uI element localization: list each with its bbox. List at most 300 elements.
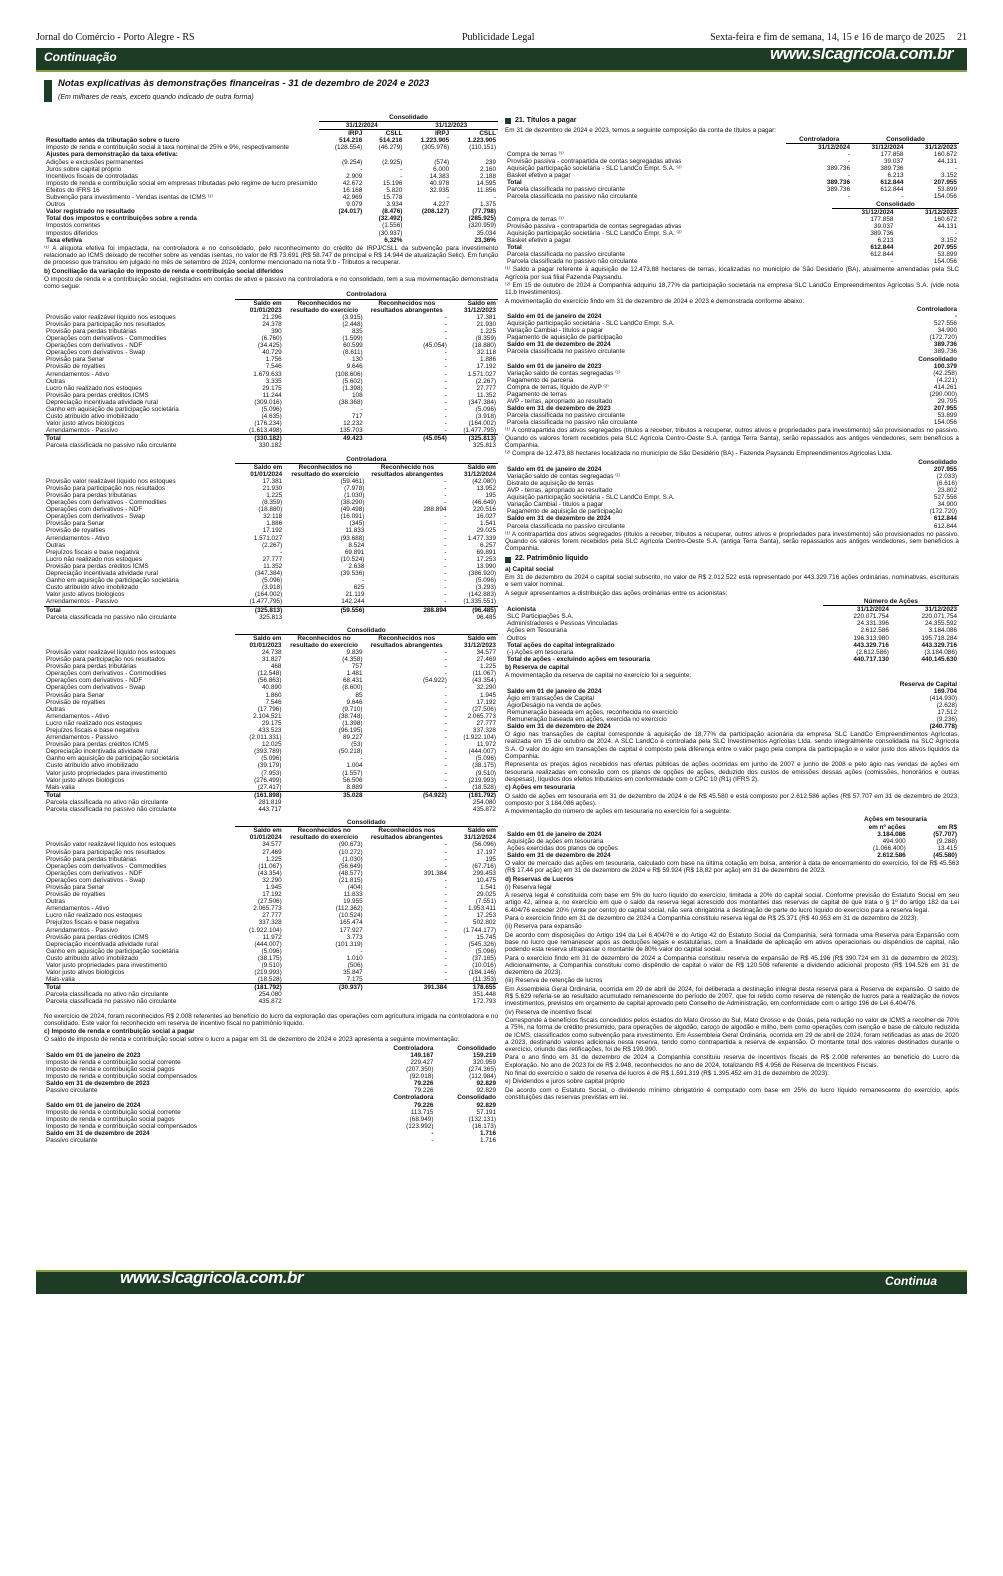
row-value: (53) [351,741,363,749]
row-value: 21.296 [262,313,282,321]
row-value: - [444,555,447,563]
row-label: Provisão para perdas créditos ICMS [46,933,149,941]
titles-table-1 [505,136,959,201]
row-value: 40.890 [261,684,282,692]
row-value [404,237,451,244]
row-value: (7.551) [475,898,496,906]
row-label: Basket efetivo a pagar [507,172,571,180]
row-value: 17.197 [476,848,496,856]
table-row [44,927,498,934]
row-value: 1.223.905 [467,137,496,145]
row-value: 1.225 [480,663,496,671]
table-row [44,891,498,898]
row-value: 1.010 [346,954,363,962]
row-value: 108 [352,391,363,399]
dividends-text: De acordo com o Estatuto Social, o dividendo mínimo obrigatório é computado com base em 25% do lucro líquido remanescente do exercício, após constituições das reservas previstas em lei. [505,1086,959,1101]
row-label: Arrendamentos - Ativo [46,534,110,542]
table-row [44,527,498,534]
row-label: Provisão para participação nos resultados [46,656,166,664]
deferred-group: Controladora [235,291,498,299]
row-label: Valor justo ativos biológicos [46,969,125,977]
tp-col: Controladora [393,1044,434,1052]
row-value: - [444,584,447,592]
row-label: Operações com derivativos - Swap [46,349,146,357]
row-value: 1.860 [265,691,282,699]
row-label: AVP - terras, apropriado ao resultado [507,487,613,495]
table-row [44,513,498,520]
tax-rate-table [44,114,498,244]
row-value: (172.720) [929,334,957,342]
t1-group: Consolidado [852,136,959,144]
row-value: - [444,663,447,671]
sh-date: 31/12/2023 [925,606,957,614]
row-value: - [954,312,957,320]
table-row [44,385,498,392]
row-label: Saldo em 01 de janeiro de 2024 [507,465,602,473]
row-value: 288.894 [423,506,447,514]
deferred-col: Reconhecidos nos resultados abrangentes [370,827,443,842]
row-value: (325.813) [449,435,498,443]
row-value: 27.469 [476,656,496,664]
row-value: 612.844 [933,515,957,523]
row-value: 389.736 [826,179,851,187]
row-value: 502.802 [472,919,496,927]
row-value: 7.546 [265,698,282,706]
page-number: 21 [957,32,967,43]
row-value: (9.510) [261,962,282,969]
row-value: (176.234) [254,420,282,428]
table-row [44,1087,498,1094]
row-value: 207.955 [933,179,957,187]
row-value: 514.216 [339,137,363,145]
row-value: 7.175 [346,976,363,984]
row-value: - [444,976,447,984]
row-value: - [444,933,447,941]
row-label: Provisão de royalties [46,698,106,706]
row-value: 2.160 [480,165,496,173]
row-value: (38.175) [257,954,282,962]
table-row [505,838,959,845]
row-label: Total [44,984,235,992]
row-value: 612.844 [933,522,957,530]
row-value: 34.900 [937,501,957,509]
table-row [505,419,959,426]
row-value: 27.777 [476,719,496,727]
table-row [505,384,959,391]
row-value [404,230,451,237]
deferred-col: Saldo em 01/01/2024 [249,827,282,842]
row-value: 159.219 [472,1051,496,1059]
row-value: - [444,670,447,678]
row-value: 288.894 [366,606,448,614]
row-value: - [444,513,447,521]
row-value: 717 [352,413,363,421]
row-value: (59.461) [340,477,365,485]
row-label: Lucro não realizado nos estoques [46,384,142,392]
table-row [505,494,959,501]
table-row [44,349,498,356]
row-value: 2.612.586 [877,851,906,859]
row-value: 9.079 [346,201,363,209]
row-value: 40.978 [429,179,450,187]
row-label: Prejuízos fiscais e base negativa [46,727,140,734]
row-value: - [444,413,447,421]
row-value: 27.469 [262,848,282,856]
row-label: Parcela classificada no passivo não circulante [46,806,177,814]
row-label: AVP - terras, apropriado ao resultado [507,398,613,406]
company-url: www.slcagricola.com.br [120,1268,303,1287]
row-label: Imposto de renda e contribuição social pagos [46,1066,175,1074]
row-value: 11.833 [345,527,365,535]
row-value: 6,32% [384,236,403,244]
row-label: Impostos diferidos [46,229,98,237]
row-label: Ganho em aquisição de participação societária [46,755,179,763]
row-label: Imposto de renda e contribuição social compensados [46,1073,197,1081]
row-label: Outras [46,541,66,549]
row-value: 10.475 [476,876,496,884]
row-value: 1.225 [266,492,283,499]
row-value: (42.080) [472,477,496,485]
note21-fn2: ⁽²⁾ Em 15 de outubro de 2024 a Companhia adquiriu 18,77% da participação societária na empresa SLC LandCo Empreendimentos Agrícolas S.A. (vide nota 11.b Investimentos). [505,281,959,297]
row-label: Ganho em aquisição de participação societária [46,577,179,585]
row-value: 177.927 [339,926,363,934]
row-label: Ágio em transações de Capital [507,694,595,702]
row-value: 1.679.633 [253,370,282,378]
row-value: (132.131) [468,1115,496,1123]
row-value: 6.213 [887,172,904,180]
row-value: (325.813) [235,606,285,614]
row-value: - [493,194,496,202]
row-label: Imposto de renda e contribuição social corrente [46,1108,181,1116]
row-value: 612.844 [880,179,904,187]
row-value: (10.524) [338,912,363,920]
row-value: (101.319) [335,940,363,948]
row-value: 254.080 [258,991,282,999]
row-value: (30.937) [284,984,365,992]
capital-text2: A seguir apresentamos a distribuição das ações ordinárias entre os acionistas: [505,589,728,597]
row-label: Saldo em 31 de dezembro de 2024 [46,1129,150,1137]
row-value: 494.900 [882,837,906,845]
row-value: (276.499) [254,776,282,784]
row-value [404,222,451,229]
row-value: - [444,698,447,706]
table-row [44,420,498,427]
row-value: (1.922.104) [463,734,496,742]
row-label: Total [44,791,235,799]
table-row [44,1130,498,1137]
table-row [44,321,498,328]
row-value: 1.716 [480,1129,496,1137]
row-label: Pagamento de aquisição de participação [507,334,623,342]
table-row [44,1137,498,1144]
table-row [44,755,498,762]
row-value: - [444,534,447,542]
row-value: (10.016) [472,962,496,969]
row-label: Total ações do capital integralizado [507,641,615,649]
row-label: SLC Participações S.A. [507,613,574,621]
treasury-market-text: O valor de mercado das ações em tesouraria, calculado com base na última cotação em bolsa, anterior à data de encerramento do exercício, foi de R$ 45.563 (R$ 17,44 por ação) em 31 de dezembro de 2024 e R$ 59.924 (R$ 18,82 por ação) em 31 de dezembro de 2023. [505,860,959,875]
row-label: Provisão valor realizável líquido nos estoques [46,648,176,656]
row-value: 21.119 [345,591,365,599]
table-row [505,334,959,341]
row-value: (50.218) [338,748,363,756]
section-b-title: b) Conciliação da variação do imposto de renda e contribuição social diferidos [44,267,284,275]
table-row [44,151,498,158]
table-row [44,799,498,806]
row-value: (3.184.086) [924,648,957,656]
row-value: 443.717 [258,806,282,814]
row-value: 8.524 [348,541,365,549]
row-value: 142.244 [341,598,365,606]
row-value: 7.546 [265,363,282,371]
row-label: Saldo em 31 de dezembro de 2023 [46,1080,150,1088]
row-value: 29.025 [476,891,496,899]
row-value: 440.717.130 [853,655,889,663]
capital-reserve-p2: Representa os preços ágios recebidos nas ofertas públicas de ações ocorridas em junho de 2007 e junho de 2008 e pelo ágio nas vendas de ações em tesouraria realizadas em conexão com os planos de opções de ações, deduzido dos custos de emissões dessas ações (comissões, honorários e outras despesas), líquidos dos efeitos tributários em conformidade com o CPC 10 (R1) (IFRS 2). [505,761,959,783]
deferred-tax-table [44,627,498,813]
row-value: (7.978) [344,484,365,492]
row-value: (1.030) [342,855,363,863]
row-value: 172.793 [472,998,496,1006]
row-value: - [444,940,447,948]
row-value: (45.054) [423,342,447,350]
deferred-col: Reconhecidos nos resultados abrangentes [370,299,443,314]
row-value: - [444,691,447,699]
incentive-reserve-text: Corresponde à benefícios fiscais concedidos pelos estados do Mato Grosso do Sul, Mato Grosso e de Goiás, pela redução no valor de ICMS a recolher de 70% a 75%, na forma de crédito presumido, para operações de algodão, caroço de algodão e milho, bem como operações com isenção e base de cálculo reduzida de ICMS, classificados como subvenção para investimento. Em Assembleia Geral Ordinária, ocorrida em 29 de abril de 2024, foram retificadas as atas de 2020 a 2023, destinando valores adicionais nesta reserva, tendo como contrapartida a reserva de expansão. O montante total dos valores destinados durante o exercício, oriundo das retificações, foi de R$ 199.990. [505,1016,959,1054]
row-value: (9.288) [936,837,957,845]
row-value: (92.018) [409,1073,434,1081]
table-row [44,1116,498,1123]
row-value: 39.037 [883,157,904,165]
row-value: 8.889 [346,783,363,791]
row-value: (5.096) [261,755,282,763]
row-value: (39.179) [257,762,282,770]
table-row [505,695,959,702]
table-row [505,473,959,480]
row-value: 1.571.027 [467,370,496,378]
table-row [44,984,498,992]
row-value: 160.672 [933,215,957,223]
row-value: - [360,165,363,173]
row-value: 207.955 [933,465,957,473]
row-value: 135.703 [339,427,363,435]
table-row [505,179,959,186]
row-value [284,614,366,621]
row-value: (7.953) [261,769,282,777]
row-value: - [360,405,363,413]
row-value: 835 [352,327,363,335]
row-value: (48.577) [338,869,363,877]
row-value: - [891,258,894,266]
section-c-text: O saldo de imposto de renda e contribuição social sobre o lucro a pagar em 31 de dezembro de 2024 e 2023 apresenta a seguinte movimentação: [44,1036,460,1044]
tp-col: Controladora [393,1094,434,1102]
row-value: 229.427 [410,1058,434,1066]
row-value: 468 [270,663,282,671]
row-label: Saldo em 31 de dezembro de 2023 [507,405,611,413]
legal-reserve-text: A reserva legal é constituída com base em 5% do lucro líquido do exercício, limitada a 20% do capital social. Conforme previsão do Estatuto Social em seu artigo 42, alínea a, no exercício em que o saldo da reserva legal acrescido dos montantes das reservas de capital de que trata o § 1º do artigo 182 da Lei 6.404/76 exceder 20% (vinte por cento) do capital social, não será obrigatória a destinação de parte do lucro líquido do exercício para a reserva legal. [505,892,959,914]
row-value: (1.556) [382,222,403,230]
table-row [44,230,498,237]
note21-mov-intro: A movimentação do exercício findo em 31 de dezembro de 2024 e 2023 é demonstrada conforme abaixo: [505,297,805,305]
row-value: (11.067) [472,670,496,678]
table-row [44,863,498,870]
row-label: Provisão valor realizável líquido nos estoques [46,477,176,485]
row-value: 11.352 [476,391,496,399]
row-value: - [444,912,447,920]
table-row [44,215,498,222]
row-value: - [444,591,447,599]
row-value: 21.930 [476,320,496,328]
note22-title [505,555,959,563]
deferred-tax-table [44,819,498,1005]
row-value: (444.007) [468,748,496,756]
row-value [319,237,364,244]
row-value: 149.167 [410,1051,434,1059]
row-value: 195.718.284 [921,634,957,642]
row-label: Provisão para Senar [46,356,105,364]
row-label: Imposto de renda e contribuição social em empresas tributadas pelo regime de lucro presumido [46,179,318,187]
table-row [44,1059,498,1066]
table-row [505,230,959,237]
row-value: (404) [347,883,363,891]
row-value: 17.512 [937,708,957,716]
row-value: 389.736 [826,186,851,194]
section-name: Publicidade Legal [462,32,535,43]
row-value: - [444,712,447,720]
table-row [505,158,959,165]
row-value: 29.175 [262,384,282,392]
row-label: Valor justo ativos biológicos [46,776,125,784]
legal-reserve-text2: Para o exercício findo em 31 de dezembro de 2024 a Companhia constituiu reserva legal de R$ 25.371 (R$ 40.953 em 31 de dezembro de 2023). [505,915,919,923]
row-value: - [444,370,447,378]
row-value: 1.716 [480,1136,496,1144]
row-value: (2.267) [261,541,283,549]
row-label: Provisão para participação nos resultados [46,484,166,492]
row-value: (181.792) [235,984,284,992]
row-label: Custo atribuído ativo imobilizado [46,584,139,592]
table-row [44,969,498,976]
continuation-label: Continuação [44,50,117,64]
row-label: Imposto de renda e contribuição social pagos [46,1115,175,1123]
tax-payable-table [44,1045,498,1095]
newspaper-name: Jornal do Comércio - Porto Alegre - RS [36,32,195,43]
row-value: (1.398) [342,719,363,727]
row-value: (108.606) [335,370,363,378]
row-label: Provisão valor realizável líquido nos estoques [46,313,176,321]
row-value: - [444,484,447,492]
row-label: Provisão para perdas créditos ICMS [46,391,149,399]
row-label: Mais-valia [46,976,75,984]
row-value: (6.760) [261,335,282,343]
row-value: 12.232 [343,420,363,428]
row-value: 391.384 [423,869,447,877]
row-label: Parcela classificada no ativo não circulante [46,991,169,999]
row-value: - [444,384,447,392]
row-value: 79.226 [413,1087,434,1095]
row-value: 17.192 [476,363,496,371]
table-row [505,709,959,716]
row-value: (27.506) [472,705,496,713]
row-value: (3.293) [475,584,496,592]
table-row [505,341,959,348]
issue-date: Sexta-feira e fim de semana, 14, 15 e 16 de março de 2025 [710,32,945,43]
row-value: 79.226 [413,1080,434,1088]
table-row [44,706,498,713]
table-row [505,649,959,656]
section-c-title: c) Imposto de renda e contribuição social a pagar [44,1028,195,1036]
t2-group: Consolidado [832,201,959,209]
row-value: (2.628) [936,701,957,709]
row-value: - [444,762,447,770]
table-row [505,165,959,172]
t1-group: Controladora [786,136,852,144]
row-value: 92.829 [476,1101,496,1109]
table-row [44,378,498,385]
row-value: - [447,194,450,202]
cons2-label: Consolidado [918,458,957,466]
row-value: 92.829 [476,1087,496,1095]
irrigation-benefit-text: No exercício de 2024, foram reconhecidos R$ 2.008 referentes ao benefício do lucro da exploração das operações com agricultura irrigada na controladora e no consolidado. Este valor foi reconhecido em reserva de incentivo fiscal no patrimônio líquido. [44,1012,499,1027]
table-row [505,620,959,627]
row-value: 757 [351,663,363,671]
row-value: 85 [355,691,363,699]
row-label: Outras [46,377,66,385]
row-value: - [444,848,447,856]
table-row [505,480,959,487]
row-label: Saldo em 01 de janeiro de 2024 [507,312,602,320]
row-label: Parcela classificada no passivo circulante [507,186,625,194]
legal-reserve-title: (i) Reserva legal [505,883,552,891]
row-value: 337.328 [258,919,282,927]
table-row [505,223,959,230]
row-value: - [444,947,447,955]
row-value: 39.037 [873,222,894,230]
row-value: 325.813 [259,613,283,621]
row-label: (-) Ações em tesouraria [507,648,574,656]
treasury-text: O saldo de ações em tesouraria em 31 de dezembro de 2024 é de R$ 45.580 e está composto por 2.612.586 ações (R$ 57.707 em 31 de dezembro de 2023, composto por 3.184.086 ações). [505,792,959,807]
row-value: (9.236) [936,715,957,723]
row-value: 1.953.411 [468,905,496,913]
row-label: Operações com derivativos - Commodities [46,499,167,507]
table-row [44,442,498,449]
row-value: - [360,947,363,955]
row-value: 35.034 [476,229,496,237]
table-row [44,499,498,506]
row-value: (18.880) [258,506,283,514]
row-value: 2.065.773 [253,905,282,913]
tax-col: IRPJ [434,130,450,138]
row-value: (9.710) [342,705,363,713]
row-value: 53.899 [937,412,957,420]
row-value: 19.955 [343,898,363,906]
table-row [44,563,498,570]
table-row [44,919,498,926]
note21-fn5: ⁽¹⁾ A contrapartida dos ativos segregados (títulos a receber, tributos a recuperar, outros ativos e propriedades para investimento) são provisionados no passivo. Quando os valores forem recebidos pela SLC Agrícola Centro-Oeste S.A. (antiga Terra Santa), serão repassados aos antigos vendedores, sem benefícios à Companhia. [505,530,959,553]
row-value: - [431,1136,434,1144]
row-label: Parcela classificada no passivo circulante [507,348,625,356]
row-value: 44.131 [937,222,957,230]
row-value: 79.226 [413,1101,434,1109]
header-square-icon [44,80,52,102]
row-value: 1.004 [346,762,363,770]
row-label: Lucro não realizado nos estoques [46,719,142,727]
row-value: - [444,876,447,884]
row-value: (38.748) [338,712,363,720]
row-label: Valor justo ativos biológicos [46,591,125,599]
cons-label: Consolidado [918,355,957,363]
capital-reserve-p1: O ágio nas transações de capital corresponde à aquisição de 18,77% da participação acionária da empresa SLC LandCo Empreendimentos Agrícolas, realizada em 15 de outubro de 2024. A SLC LandCo é controlada pela SLC Investimentos Agrícolas Ltda. sendo integralmente consolidada na SLC Agrícola S.A. O valor do ágio em transações de capital é composto pela diferença entre o valor pago pela compra da participação e o valor justo dos ativos líquidos da Companhia. [505,731,959,761]
row-value: (56.649) [338,862,363,870]
